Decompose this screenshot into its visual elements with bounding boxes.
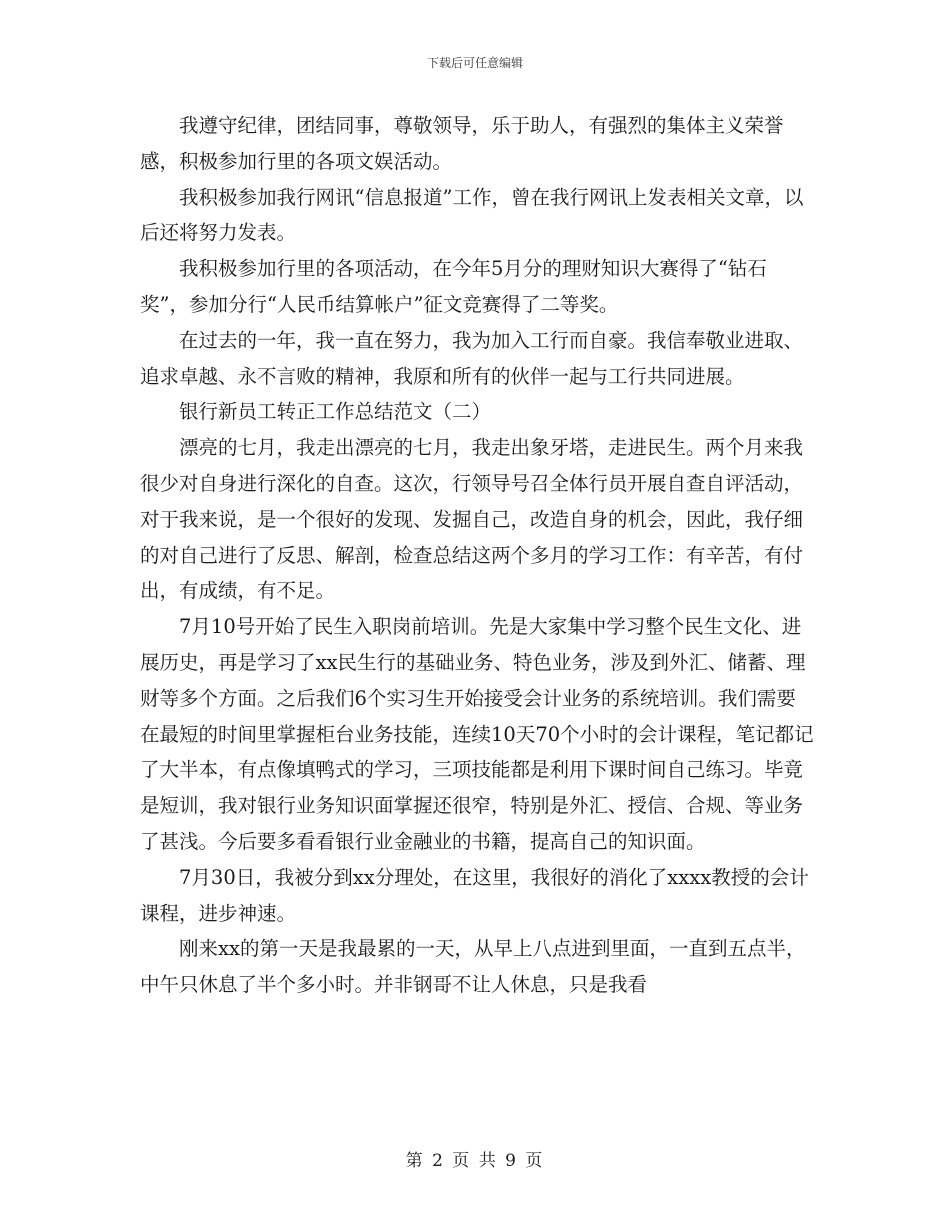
paragraph: 漂亮的七月，我走出漂亮的七月，我走出象牙塔，走进民生。两个月来我很少对自身进行深化的自查。这次，行领导号召全体行员开展自查自评活动，对于我来说，是一个很好的发现、发掘自己，改造自身的机会，因此，我仔细的对自己进行了反思、解剖，检查总结这两个多月的学习工作：有辛苦，有付出，有成绩，有不足。 [140,436,804,603]
paragraph: 7月10号开始了民生入职岗前培训。先是大家集中学习整个民生文化、进展历史，再是学习了xx民生行的基础业务、特色业务，涉及到外汇、储蓄、理财等多个方面。之后我们6个实习生开始接受会计业务的系统培训。我们需要在最短的时间里掌握柜台业务技能，连续10天70个小时的会计课程，笔记都记了大半本，有点像填鸭式的学习，三项技能都是利用下课时间自己练习。毕竟是短训，我对银行业务知识面掌握还很窄，特别是外汇、授信、合规、等业务了甚浅。今后要多看看银行业金融业的书籍，提高自己的知识面。 [140,615,814,853]
page-number: 第 2 页 共 9 页 [405,1151,545,1171]
paragraph: 我遵守纪律，团结同事，尊敬领导，乐于助人，有强烈的集体主义荣誉感，积极参加行里的各项文娱活动。 [140,114,784,173]
paragraph: 7月30日，我被分到xx分理处，在这里，我很好的消化了xxxx教授的会计课程，进步神速。 [140,865,809,925]
page-header: 下载后可任意编辑 [426,56,523,70]
paragraph: 在过去的一年，我一直在努力，我为加入工行而自豪。我信奉敬业进取、追求卓越、永不言败的精神，我原和所有的伙伴一起与工行共同进展。 [140,328,804,388]
paragraph: 我积极参加行里的各项活动，在今年5月分的理财知识大赛得了“钻石奖”，参加分行“人民币结算帐户”征文竞赛得了二等奖。 [140,257,767,316]
paragraph: 我积极参加我行网讯“信息报道”工作，曾在我行网讯上发表相关文章，以后还将努力发表。 [140,185,804,245]
section-title: 银行新员工转正工作总结范文（二） [179,400,492,424]
document-body [140,108,815,1003]
paragraph: 刚来xx的第一天是我最累的一天，从早上八点进到里面，一直到五点半，中午只休息了半个多小时。并非钢哥不让人休息，只是我看 [140,937,806,997]
